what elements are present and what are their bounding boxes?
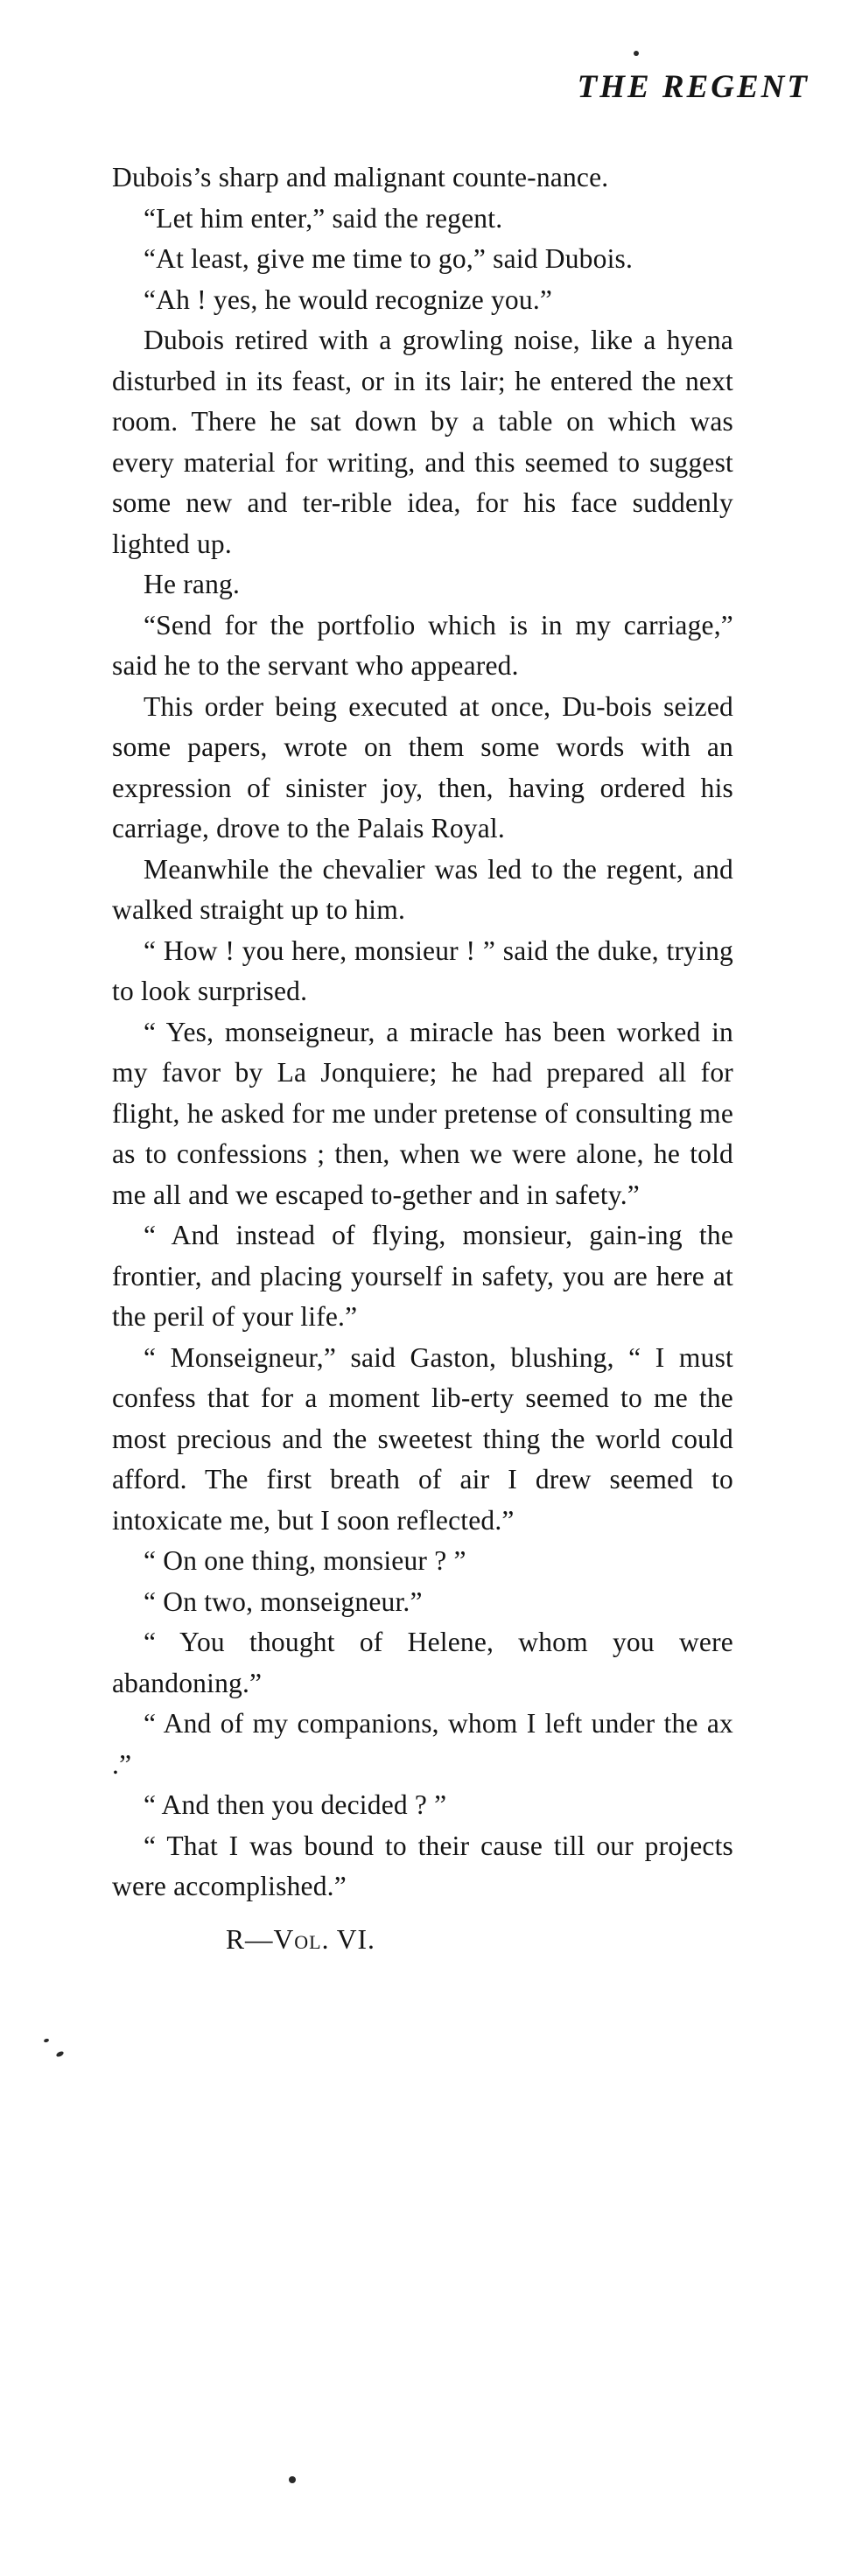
paragraph: He rang. (144, 569, 241, 599)
ink-speck (289, 2476, 296, 2483)
paragraph: “ Monseigneur,” said Gaston, blushing, “ I must confess that for a moment lib-erty seemed to me the most precious and the sweetest thing the world could afford. The first breath of air I drew seemed to intoxicate me, but I soon reflected.” (112, 1341, 733, 1536)
paragraph: “Send for the portfolio which is in my carriage,” said he to the servant who appeared. (112, 609, 733, 681)
paragraph: “ On one thing, monsieur ? ” (144, 1545, 466, 1576)
paragraph: Dubois’s sharp and malignant counte-nance. (112, 162, 609, 192)
paragraph: “ And instead of flying, monsieur, gain-ing the frontier, and placing yourself in safety, you are here at the peril of your life.” (112, 1220, 733, 1332)
paragraph: “ On two, monseigneur.” (144, 1586, 423, 1617)
ink-speck (43, 2038, 49, 2043)
ink-speck (55, 2050, 64, 2058)
colophon: R—Vol. VI. (226, 1923, 375, 1955)
paragraph: “At least, give me time to go,” said Dubois. (144, 243, 634, 274)
paragraph: This order being executed at once, Du-bois seized some papers, wrote on them some words with an expression of sinister joy, then, having ordered his carriage, drove to the Palais Royal. (112, 690, 733, 844)
paragraph: “Ah ! yes, he would recognize you.” (144, 284, 553, 315)
paragraph: Dubois retired with a growling noise, like a hyena disturbed in its feast, or in its lair; he entered the next room. There he sat down by a table on which was every material for writing, and this seemed to suggest some new and ter-rible idea, for his face suddenly lighted up. (112, 325, 733, 559)
body-text-column (112, 158, 733, 1960)
paragraph: “ And then you decided ? ” (144, 1789, 447, 1820)
ink-speck (634, 51, 639, 56)
running-head: THE REGENT (577, 69, 809, 105)
paragraph: “Let him enter,” said the regent. (144, 202, 503, 234)
paragraph: “ That I was bound to their cause till our projects were accomplished.” (112, 1830, 733, 1901)
paragraph: Meanwhile the chevalier was led to the regent, and walked straight up to him. (112, 853, 733, 925)
paragraph: “ And of my companions, whom I left under the ax .” (112, 1708, 733, 1780)
paragraph: “ How ! you here, monsieur ! ” said the duke, trying to look surprised. (112, 934, 733, 1006)
paragraph: “ You thought of Helene, whom you were abandoning.” (112, 1627, 733, 1698)
paragraph: “ Yes, monseigneur, a miracle has been worked in my favor by La Jonquiere; he had prepared all for flight, he asked for me under pretense of consulting me as to confessions ; then, when we were alone, he told me all and we escaped to-gether and in safety.” (112, 1016, 733, 1210)
